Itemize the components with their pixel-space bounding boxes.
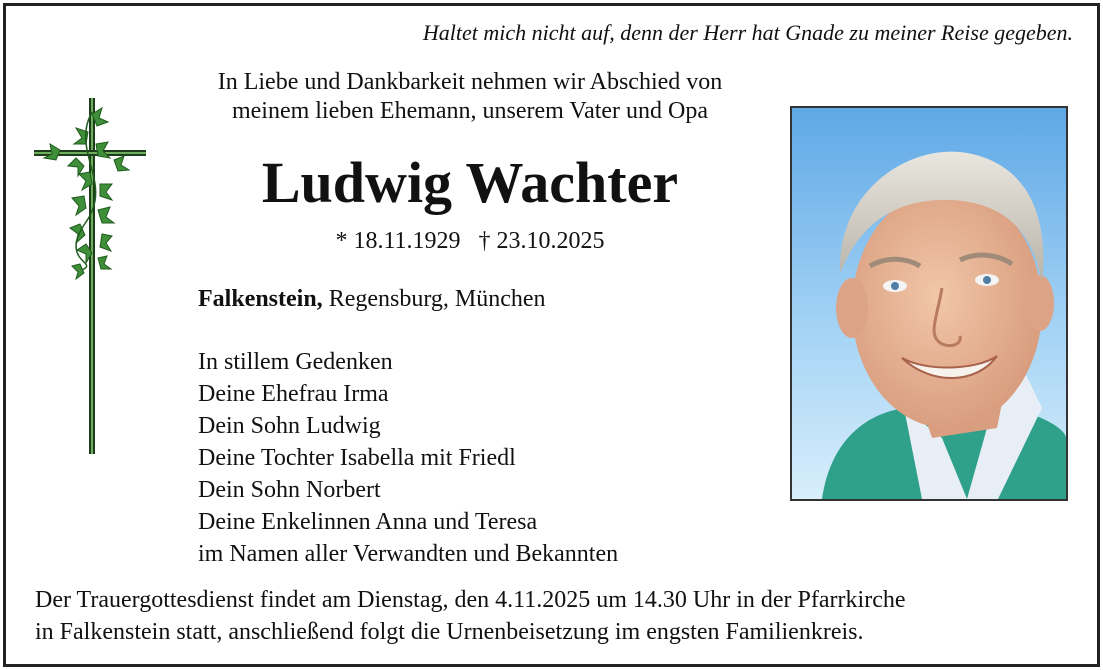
service-line-2: in Falkenstein statt, anschließend folgt die Urnenbeisetzung im engsten Familienkreis. [35, 619, 864, 645]
portrait-photo [790, 106, 1068, 501]
place-others: Regensburg, München [322, 286, 546, 312]
mourner-line: Dein Sohn Ludwig [198, 413, 381, 439]
intro-line-2: meinem lieben Ehemann, unserem Vater und Opa [231, 98, 709, 124]
death-date: † 23.10.2025 [478, 228, 605, 254]
life-dates [160, 228, 780, 255]
cross-with-ivy-icon [30, 92, 154, 460]
mourner-line: Deine Ehefrau Irma [198, 381, 389, 407]
intro-text [168, 68, 772, 126]
place-main: Falkenstein, [198, 286, 323, 312]
deceased-name: Ludwig Wachter [261, 150, 679, 215]
service-line-1: Der Trauergottesdienst findet am Dienstag, den 4.11.2025 um 14.30 Uhr in der Pfarrkirche [35, 587, 906, 613]
motto-verse: Haltet mich nicht auf, denn der Herr hat Gnade zu meiner Reise gegeben. [422, 20, 1073, 45]
birth-date: * 18.11.1929 [335, 228, 461, 254]
mourners-list [198, 346, 618, 570]
service-announcement [35, 584, 1075, 648]
intro-line-1: In Liebe und Dankbarkeit nehmen wir Abschied von [217, 69, 723, 95]
mourner-line: im Namen aller Verwandten und Bekannten [198, 541, 619, 567]
mourner-line: Deine Enkelinnen Anna und Teresa [198, 509, 538, 535]
mourner-line: Deine Tochter Isabella mit Friedl [198, 445, 516, 471]
mourner-line: Dein Sohn Norbert [198, 477, 381, 503]
places-line [198, 286, 546, 313]
mourner-line: In stillem Gedenken [198, 349, 393, 375]
